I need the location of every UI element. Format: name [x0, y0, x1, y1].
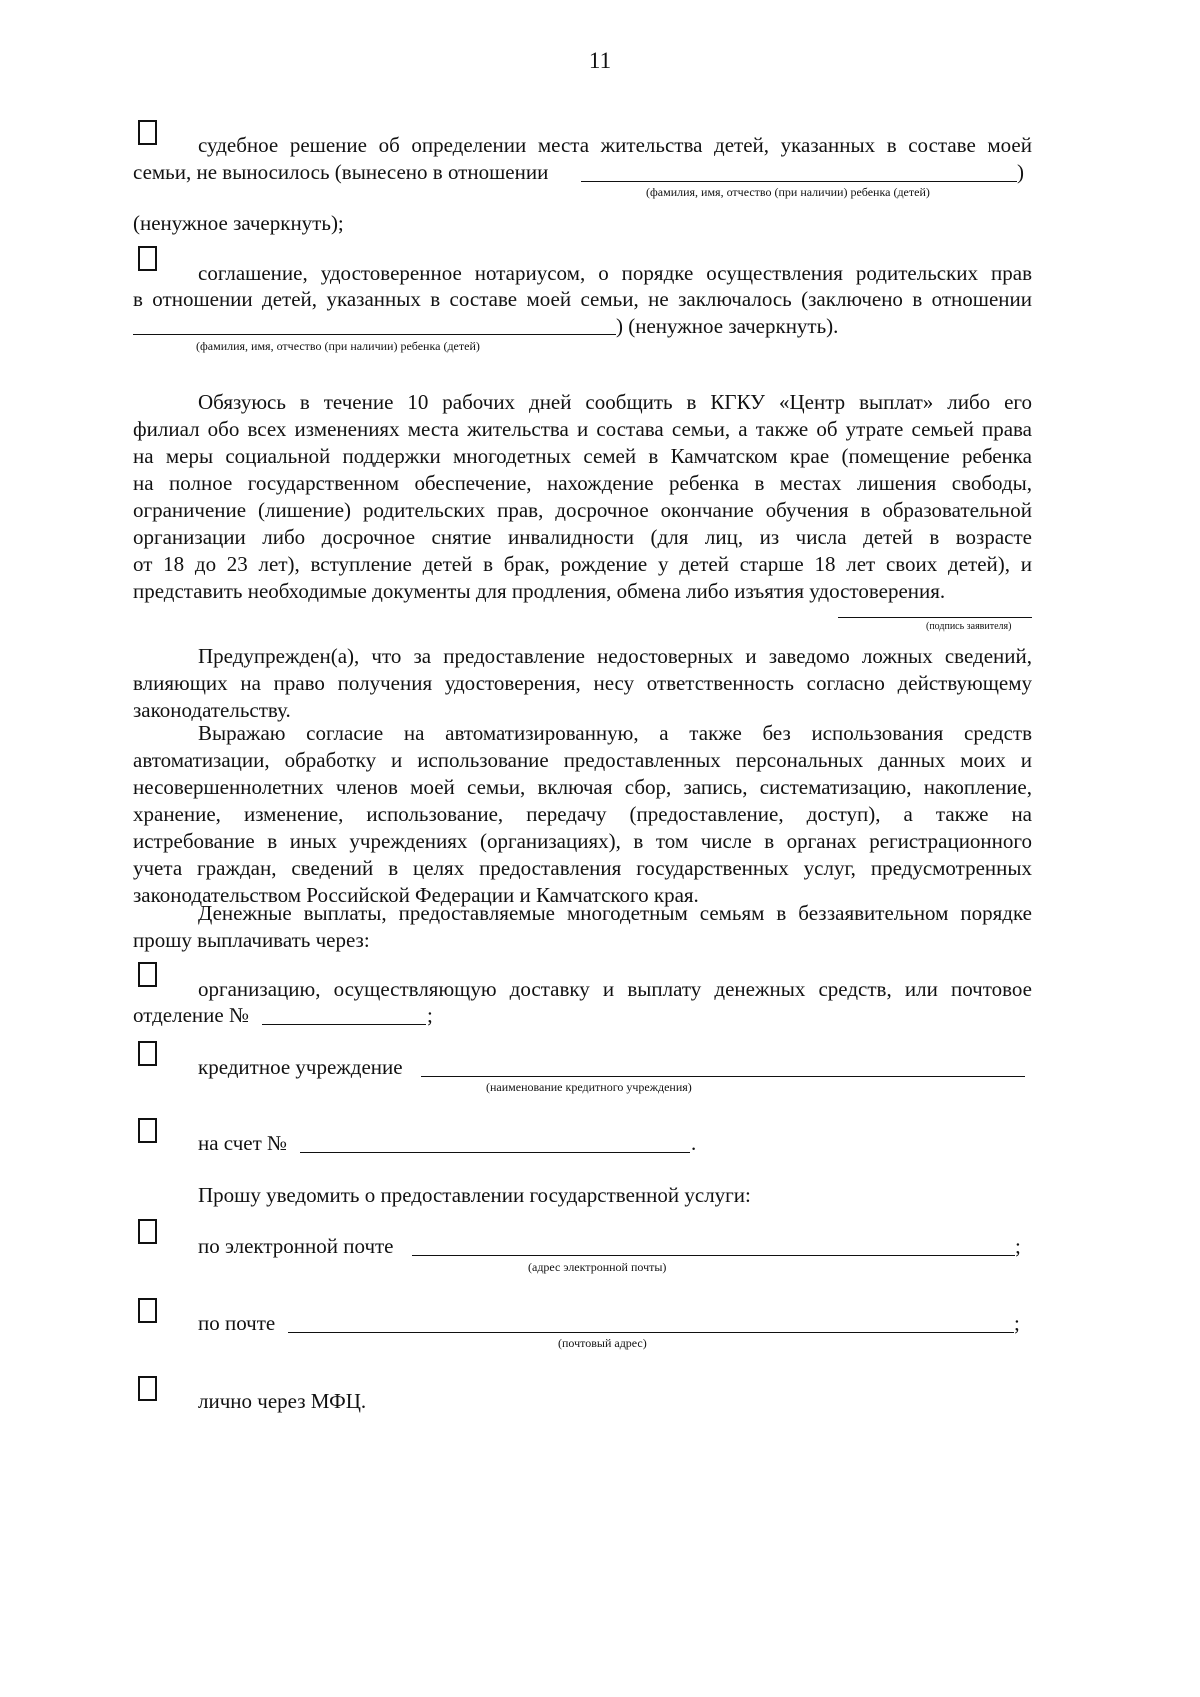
notify-heading: Прошу уведомить о предоставлении государственной услуги:	[198, 1183, 751, 1207]
warning-paragraph	[133, 643, 1032, 724]
mfc-notify-checkbox[interactable]	[138, 1376, 157, 1401]
consent-line: хранение, изменение, использование, передачу (предоставление, доступ), а также на	[133, 802, 1032, 826]
court-decision-strike-note: (ненужное зачеркнуть);	[133, 211, 344, 235]
warning-line: Предупрежден(а), что за предоставление недостоверных и заведомо ложных сведений,	[198, 644, 1032, 668]
email-address-field[interactable]	[412, 1255, 1015, 1256]
credit-institution-field[interactable]	[421, 1076, 1025, 1077]
postal-delivery-line1: организацию, осуществляющую доставку и выплату денежных средств, или почтовое	[198, 977, 1032, 1001]
postal-delivery-line2: отделение №	[133, 1003, 250, 1027]
notary-agreement-checkbox[interactable]	[138, 246, 157, 271]
post-notify-suffix: ;	[1014, 1311, 1020, 1335]
court-decision-checkbox[interactable]	[138, 120, 157, 145]
credit-institution-hint: (наименование кредитного учреждения)	[486, 1080, 692, 1094]
mfc-notify-label: лично через МФЦ.	[198, 1389, 367, 1413]
account-label: на счет №	[198, 1131, 288, 1155]
consent-line: несовершеннолетних членов моей семьи, включая сбор, запись, систематизацию, накопление,	[133, 775, 1032, 799]
account-checkbox[interactable]	[138, 1118, 157, 1143]
post-notify-label: по почте	[198, 1311, 276, 1335]
consent-line: истребование в иных учреждениях (организациях), в том числе в органах регистрационного	[133, 829, 1032, 853]
page-number: 11	[588, 48, 612, 73]
court-decision-line2-text: семьи, не выносилось (вынесено в отношении	[133, 160, 549, 184]
obligation-line: от 18 до 23 лет), вступление детей в брак, рождение у детей старше 18 лет своих детей), и	[133, 552, 1032, 576]
credit-institution-label: кредитное учреждение	[198, 1055, 403, 1079]
notary-agreement-line1: соглашение, удостоверенное нотариусом, о порядке осуществления родительских прав	[198, 261, 1032, 285]
obligation-line: на полное государственном обеспечение, нахождение ребенка в местах лишения свободы,	[133, 471, 1032, 495]
warning-line: влияющих на право получения удостоверения, несу ответственность согласно действующему	[133, 671, 1032, 695]
account-suffix: .	[691, 1131, 697, 1155]
obligation-line: организации либо досрочное снятие инвалидности (для лиц, из числа детей в возрасте	[133, 525, 1032, 549]
email-address-hint: (адрес электронной почты)	[528, 1260, 667, 1274]
payments-line: Денежные выплаты, предоставляемые многодетным семьям в беззаявительном порядке	[198, 901, 1032, 925]
account-number-field[interactable]	[300, 1152, 690, 1153]
email-notify-checkbox[interactable]	[138, 1219, 157, 1244]
credit-institution-checkbox[interactable]	[138, 1041, 157, 1066]
postal-address-hint: (почтовый адрес)	[558, 1336, 647, 1350]
email-notify-label: по электронной почте	[198, 1234, 394, 1258]
court-decision-line1: судебное решение об определении места жительства детей, указанных в составе моей	[198, 133, 1032, 157]
obligation-line: на меры социальной поддержки многодетных семей в Камчатском крае (помещение ребенка	[133, 444, 1032, 468]
notary-agreement-line2: в отношении детей, указанных в составе моей семьи, не заключалось (заключено в отношении	[133, 287, 1032, 311]
postal-address-field[interactable]	[288, 1332, 1014, 1333]
email-notify-suffix: ;	[1015, 1234, 1021, 1258]
obligation-line: представить необходимые документы для продления, обмена либо изъятия удостоверения.	[133, 579, 946, 603]
post-notify-checkbox[interactable]	[138, 1298, 157, 1323]
postal-delivery-checkbox[interactable]	[138, 962, 157, 987]
obligation-line: Обязуюсь в течение 10 рабочих дней сообщить в КГКУ «Центр выплат» либо его	[198, 390, 1032, 414]
consent-line: автоматизации, обработку и использование предоставленных персональных данных моих и	[133, 748, 1032, 772]
consent-line: учета граждан, сведений в целях предоставления государственных услуг, предусмотренных	[133, 856, 1032, 880]
payments-line: прошу выплачивать через:	[133, 928, 370, 952]
signature-field[interactable]	[838, 617, 1032, 618]
notary-agreement-child-field[interactable]	[133, 334, 616, 335]
payments-paragraph	[133, 900, 1032, 954]
court-decision-line2	[133, 159, 548, 186]
consent-paragraph	[133, 720, 1032, 909]
court-decision-hint: (фамилия, имя, отчество (при наличии) ребенка (детей)	[646, 185, 930, 199]
postal-delivery-suffix: ;	[427, 1003, 433, 1027]
court-decision-child-field[interactable]	[581, 181, 1017, 182]
signature-hint: (подпись заявителя)	[926, 621, 1012, 632]
warning-line: законодательству.	[133, 698, 291, 722]
consent-line: Выражаю согласие на автоматизированную, а также без использования средств	[198, 721, 1032, 745]
obligation-paragraph	[133, 389, 1032, 605]
consent-line: законодательством Российской Федерации и Камчатского края.	[133, 883, 699, 907]
notary-agreement-hint: (фамилия, имя, отчество (при наличии) ребенка (детей)	[196, 339, 480, 353]
post-office-number-field[interactable]	[262, 1024, 426, 1025]
obligation-line: филиал обо всех изменениях места жительства и состава семьи, а также об утрате семьей права	[133, 417, 1032, 441]
notary-agreement-suffix: ) (ненужное зачеркнуть).	[616, 314, 839, 338]
court-decision-close-paren: )	[1017, 160, 1024, 184]
obligation-line: ограничение (лишение) родительских прав, досрочное окончание обучения в образовательной	[133, 498, 1032, 522]
